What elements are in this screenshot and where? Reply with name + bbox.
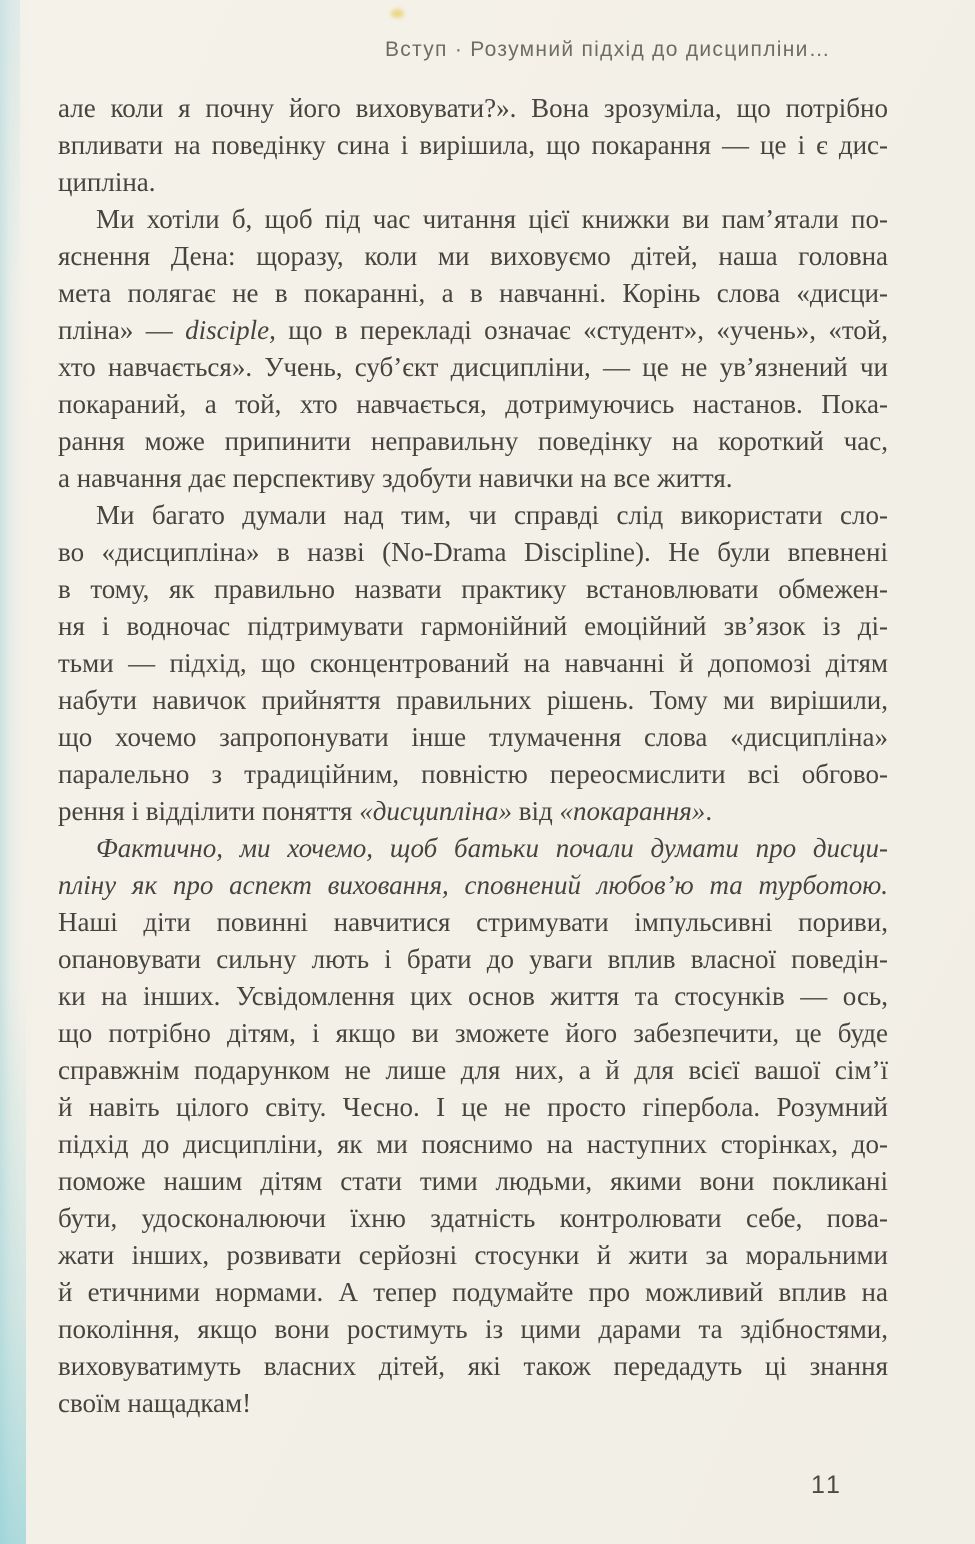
page-number: 11 — [811, 1471, 843, 1499]
text-line — [58, 534, 888, 571]
text-line — [58, 978, 888, 1015]
page-edge-shading-top — [0, 0, 20, 300]
regular-text: яснення Дена: щоразу, коли ми виховуємо дітей, наша головна — [58, 241, 888, 271]
text-line — [58, 1348, 888, 1385]
text-line — [58, 1311, 888, 1348]
paragraph — [58, 90, 888, 201]
regular-text: підхід до дисципліни, як ми пояснимо на наступних сторінках, до- — [58, 1129, 888, 1159]
text-line — [58, 904, 888, 941]
regular-text: покараний, а той, хто навчається, дотримуючись настанов. Пока- — [58, 389, 888, 419]
text-line — [58, 497, 888, 534]
text-line — [58, 127, 888, 164]
regular-text: й етичними нормами. А тепер подумайте про можливий вплив на — [58, 1277, 888, 1307]
text-line — [58, 238, 888, 275]
italic-text: пліну як про аспект виховання, сповнений любов’ю та турботою. — [58, 870, 888, 900]
regular-text: але коли я почну його виховувати?». Вона зрозуміла, що потрібно — [58, 93, 888, 123]
text-line — [58, 645, 888, 682]
paragraph — [58, 201, 888, 497]
text-line — [58, 608, 888, 645]
regular-text: Ми багато думали над тим, чи справді слід використати сло- — [96, 500, 888, 530]
body-text — [58, 90, 888, 1422]
text-line — [58, 756, 888, 793]
text-line — [58, 719, 888, 756]
text-line — [58, 164, 888, 201]
regular-text: хто навчається». Учень, суб’єкт дисципліни, — це не ув’язнений чи — [58, 352, 888, 382]
text-line — [58, 1274, 888, 1311]
running-head: Вступ · Розумний підхід до дисципліни… — [385, 38, 831, 61]
text-line — [58, 830, 888, 867]
regular-text: жати інших, розвивати серйозні стосунки й жити за моральними — [58, 1240, 888, 1270]
regular-text: виховуватимуть власних дітей, які також передадуть ці знання — [58, 1351, 888, 1381]
regular-text: . — [705, 796, 713, 826]
text-line — [58, 1200, 888, 1237]
text-line — [58, 1237, 888, 1274]
regular-text: що потрібно дітям, і якщо ви зможете його забезпечити, це буде — [58, 1018, 888, 1048]
text-line — [58, 312, 888, 349]
regular-text: справжнім подарунком не лише для них, а й для всієї вашої сім’ї — [58, 1055, 888, 1085]
regular-text: впливати на поведінку сина і вирішила, що покарання — це і є дис- — [58, 130, 888, 160]
regular-text: Наші діти повинні навчитися стримувати імпульсивні пориви, — [58, 907, 888, 937]
text-line — [58, 386, 888, 423]
italic-text: Фактично, ми хочемо, щоб батьки почали думати про дисци- — [96, 833, 888, 863]
regular-text: ки на інших. Усвідомлення цих основ життя та стосунків — ось, — [58, 981, 888, 1011]
page-edge-shading-bottom — [0, 984, 26, 1544]
text-line — [58, 349, 888, 386]
text-line — [58, 1052, 888, 1089]
text-line — [58, 571, 888, 608]
text-line — [58, 90, 888, 127]
regular-text: ципліна. — [58, 167, 156, 197]
text-line — [58, 1126, 888, 1163]
regular-text: від — [512, 796, 560, 826]
regular-text: паралельно з традиційним, повністю переосмислити всі обгово- — [58, 759, 888, 789]
paragraph — [58, 830, 888, 1422]
regular-text: во «дисципліна» в назві (No-Drama Discipline). Не були впевнені — [58, 537, 888, 567]
text-line — [58, 682, 888, 719]
regular-text: тьми — підхід, що сконцентрований на навчанні й допомозі дітям — [58, 648, 888, 678]
scan-speck — [391, 9, 404, 18]
regular-text: що в перекладі означає «студент», «учень», «той, — [275, 315, 888, 345]
text-line — [58, 201, 888, 238]
regular-text: бути, удосконалюючи їхню здатність контролювати себе, пова- — [58, 1203, 888, 1233]
paragraph — [58, 497, 888, 830]
regular-text: ня і водночас підтримувати гармонійний емоційний зв’язок із ді- — [58, 611, 888, 641]
regular-text: рення і відділити поняття — [58, 796, 360, 826]
regular-text: своїм нащадкам! — [58, 1388, 252, 1418]
regular-text: пліна» — — [58, 315, 186, 345]
text-line — [58, 941, 888, 978]
text-line — [58, 1163, 888, 1200]
text-line — [58, 275, 888, 312]
italic-text: «дисципліна» — [359, 796, 512, 826]
regular-text: що хочемо запропонувати інше тлумачення слова «дисципліна» — [58, 722, 888, 752]
regular-text: покоління, якщо вони ростимуть із цими дарами та здібностями, — [58, 1314, 888, 1344]
regular-text: Ми хотіли б, щоб під час читання цієї книжки ви пам’ятали по- — [96, 204, 888, 234]
text-line — [58, 1015, 888, 1052]
regular-text: в тому, як правильно назвати практику встановлювати обмежен- — [58, 574, 888, 604]
italic-text: «покарання» — [559, 796, 706, 826]
italic-text: disciple, — [185, 315, 276, 345]
text-line — [58, 460, 888, 497]
text-line — [58, 1089, 888, 1126]
regular-text: поможе нашим дітям стати тими людьми, якими вони покликані — [58, 1166, 888, 1196]
regular-text: рання може припинити неправильну поведінку на короткий час, — [58, 426, 888, 456]
regular-text: мета полягає не в покаранні, а в навчанні. Корінь слова «дисци- — [58, 278, 888, 308]
text-line — [58, 1385, 888, 1422]
regular-text: набути навичок прийняття правильних рішень. Тому ми вирішили, — [58, 685, 888, 715]
text-line — [58, 793, 888, 830]
regular-text: опановувати сильну лють і брати до уваги вплив власної поведін- — [58, 944, 888, 974]
regular-text: й навіть цілого світу. Чесно. І це не просто гіпербола. Розумний — [58, 1092, 888, 1122]
text-line — [58, 423, 888, 460]
text-line — [58, 867, 888, 904]
regular-text: а навчання дає перспективу здобути навички на все життя. — [58, 463, 733, 493]
